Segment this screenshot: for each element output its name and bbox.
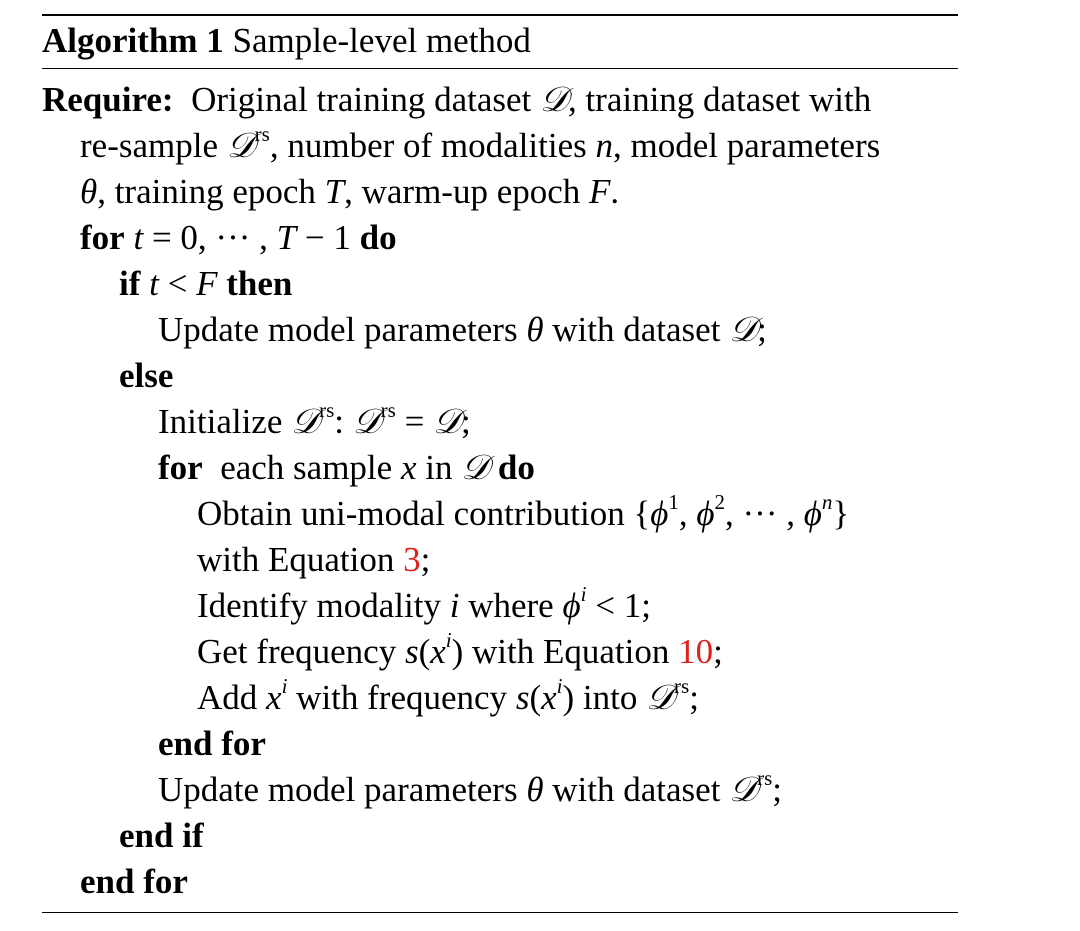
dataset-symbol: 𝒟 (433, 402, 462, 441)
algo-line-9: for each sample x in 𝒟 do (158, 448, 535, 487)
algo-line-3: θ, training epoch T, warm-up epoch F. (80, 172, 620, 211)
top-rule (42, 14, 958, 16)
algo-line-7: else (119, 356, 174, 395)
algorithm-caption (42, 19, 531, 63)
dataset-symbol: 𝒟 (352, 402, 381, 441)
bottom-rule (42, 912, 958, 913)
algorithm-caption-title: Sample-level method (232, 21, 531, 60)
algo-line-11: with Equation 3; (197, 540, 431, 579)
dataset-symbol: 𝒟 (461, 448, 490, 487)
dataset-symbol: 𝒟 (729, 770, 758, 809)
algo-line-18: end for (80, 862, 188, 901)
algo-line-12: Identify modality i where $\phi^i < 1$; (197, 582, 651, 625)
algo-line-8: Initialize 𝒟$^{rs}$: 𝒟$^{rs}$ = 𝒟; (158, 398, 471, 441)
T-symbol: T (324, 172, 345, 211)
algo-line-1: Require: Original training dataset 𝒟, training dataset with (42, 80, 872, 119)
dataset-symbol: 𝒟 (729, 310, 758, 349)
equation-3-link[interactable]: 3 (403, 540, 421, 579)
theta-symbol: θ (526, 310, 544, 349)
algo-line-13: Get frequency $s(x^i)$ with Equation 10; (197, 628, 723, 671)
F-symbol: F (196, 264, 218, 303)
rs-superscript: rs (674, 674, 690, 699)
algo-line-17: end if (119, 816, 204, 855)
require-label: Require: (42, 80, 174, 119)
theta-symbol: θ (526, 770, 544, 809)
phi-symbol: ϕ (562, 586, 581, 625)
algorithm-block (42, 0, 958, 931)
rs-superscript: rs (757, 766, 773, 791)
T-symbol: T (276, 218, 297, 257)
algo-line-4: for t = 0, ··· , T − 1 do (80, 218, 397, 257)
equation-10-link[interactable]: 10 (678, 632, 714, 671)
t-symbol: t (149, 264, 159, 303)
algo-line-2: re-sample 𝒟$^{rs}$, number of modalities n, model parameters (80, 122, 881, 165)
algo-line-15: end for (158, 724, 266, 763)
F-symbol: F (589, 172, 611, 211)
rs-superscript: rs (319, 398, 335, 423)
algo-line-5: if t < F then (119, 264, 293, 303)
dataset-symbol: 𝒟 (540, 80, 568, 119)
t-symbol: t (133, 218, 144, 257)
i-symbol: i (449, 586, 460, 625)
n-symbol: n (595, 126, 613, 165)
algo-line-10: Obtain uni-modal contribution {$\phi^1$, $\phi^2$, ··· , $\phi^n$} (197, 490, 850, 533)
rs-superscript: rs (380, 398, 396, 423)
dataset-symbol: 𝒟 (646, 678, 675, 717)
dataset-symbol: 𝒟 (226, 126, 255, 165)
caption-rule (42, 68, 958, 69)
theta-symbol: θ (80, 172, 98, 211)
algo-line-6: Update model parameters θ with dataset 𝒟; (158, 310, 767, 349)
algorithm-caption-label: Algorithm 1 (42, 21, 224, 60)
rs-superscript: rs (254, 122, 270, 147)
algo-line-14: Add $x^i$ with frequency $s(x^i)$ into 𝒟$^{rs}$; (197, 674, 699, 717)
dataset-symbol: 𝒟 (291, 402, 320, 441)
algo-line-16: Update model parameters θ with dataset 𝒟$^{rs}$; (158, 766, 783, 809)
x-symbol: x (400, 448, 417, 487)
